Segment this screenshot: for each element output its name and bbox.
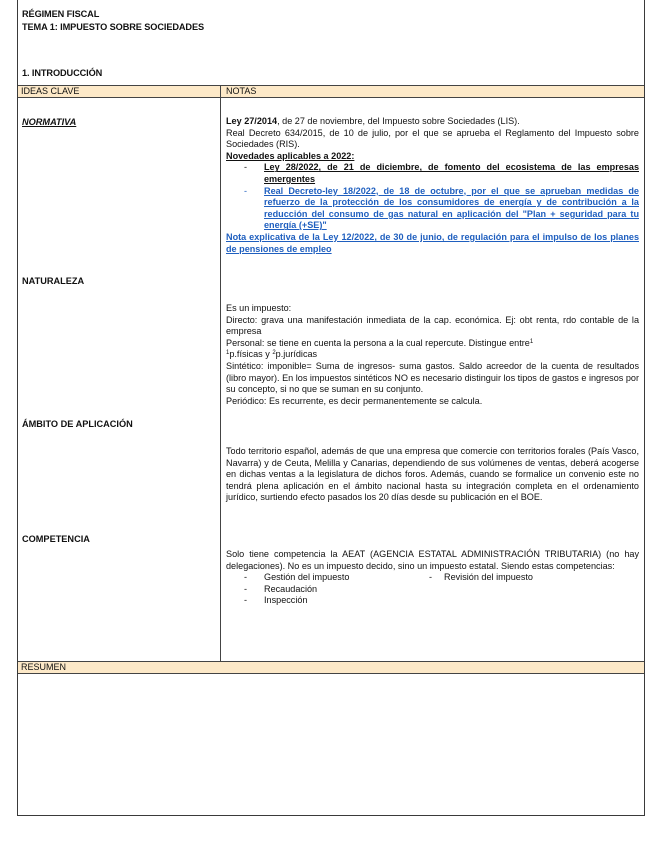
real-decreto-634: Real Decreto 634/2015, de 10 de julio, por el que se aprueba el Reglamento del Impuesto sobre Sociedades (RIS). [226,127,639,150]
notes-competencia [226,549,639,607]
ley-28-2022: Ley 28/2022, de 21 de diciembre, de fomento del ecosistema de las empresas emergentes [264,162,639,184]
notes-naturaleza [226,303,639,407]
ley-27-2014-rest: , de 27 de noviembre, del Impuesto sobre Sociedades (LIS). [277,116,520,126]
notes-normativa: Ley 27/2014, de 27 de noviembre, del Impuesto sobre Sociedades (LIS). Real Decreto 634/2015, de 10 de julio, por el que se aprueba el Reglamento del Impuesto sobre Sociedades (RIS). Novedades aplicables a 2022: - Ley 28/2022, de 21 de diciembre, de fomento del ecosistema de las empresas emergentes - Real Decreto-ley 18/2022, de 18 de octubre, por el que se aprueban medidas de refuerzo de la protección de los consumidores de energía y de contribución a la reducción del consumo de gas natural en aplicación del "Plan + seguridad para tu energía (+SE)" Nota explicativa de la Ley 12/2022, de 30 de junio, de regulación para el impulso de los planes de pensiones de empleo [226,116,639,254]
rdl-18-2022-link[interactable]: Real Decreto-ley 18/2022, de 18 de octubre, por el que se aprueban medidas de refuerzo de la protección de los consumidores de energía y de contribución a la reducción del consumo de gas natural en aplicación del "Plan + seguridad para tu energía (+SE)" [264,185,639,231]
competencia-list-row-2: - Recaudación [244,583,318,594]
naturaleza-line-3: Personal: se tiene en cuenta la persona a la cual repercute. Distingue entre$^1$ $^1$p.físicas y $^2$p.jurídicas [226,337,534,360]
ley-27-2014: Ley 27/2014 [226,116,278,126]
section-title: 1. INTRODUCCIÓN [22,68,103,78]
resumen-label: RESUMEN [21,662,67,672]
label-normativa: NORMATIVA [22,117,77,127]
competencia-recaudacion: Recaudación [264,583,318,594]
competencia-text: Solo tiene competencia la AEAT (AGENCIA ESTATAL ADMINISTRACIÓN TRIBUTARIA) (no hay delegaciones). No es un impuesto decido, sino un impuesto estatal. Siendo estas competencias: [226,549,639,571]
doc-title: RÉGIMEN FISCAL [22,9,100,19]
nota-explicativa-link[interactable]: Nota explicativa de la Ley 12/2022, de 30 de junio, de regulación para el impulso de los planes de pensiones de empleo [226,231,639,254]
notes-ambito: Todo territorio español, además de que una empresa que comercie con territorios forales (País Vasco, Navarra) y de Ceuta, Melilla y Canarias, dependiendo de sus volúmenes de ventas, deberá acogerse en dichas ventas a la legislatura de dichos foros. Además, cuando se formalice un convenio este no tendrá plena aplicación en el ámbito nacional hasta su integración completa en el ordenamiento jurídico, surtiendo efecto pasados los 20 días desde su publicación en el BOE. [226,446,639,503]
label-competencia: COMPETENCIA [22,534,90,544]
naturaleza-line-1: Es un impuesto: [226,303,292,313]
competencia-list-row-3: - Inspección [244,595,308,606]
column-divider [220,86,221,661]
naturaleza-line-5: Periódico: Es recurrente, es decir permanentemente se calcula. [226,395,483,406]
competencia-inspeccion: Inspección [264,595,308,606]
novedades-heading: Novedades aplicables a 2022: [226,150,355,161]
naturaleza-line-2: Directo: grava una manifestación inmediata de la cap. económica. Ej: obt renta, rdo contable de la empresa [226,314,639,337]
doc-subtitle: TEMA 1: IMPUESTO SOBRE SOCIEDADES [22,22,205,32]
competencia-revision: Revisión del impuesto [444,572,533,583]
label-ambito: ÁMBITO DE APLICACIÓN [22,419,133,429]
document-sheet [17,0,645,816]
column-ideas-clave: IDEAS CLAVE [21,86,80,96]
competencia-gestion: Gestión del impuesto [264,572,350,583]
label-naturaleza: NATURALEZA [22,276,85,286]
resumen-bar [18,661,644,674]
column-notas: NOTAS [226,86,257,96]
column-header-bar [18,85,644,98]
naturaleza-line-4: Sintético: imponible= Suma de ingresos- suma gastos. Saldo acreedor de la cuenta de resultados (libro mayor). En los impuestos sintéticos NO es necesario distinguir los tipos de gastos e ingresos por su concepto, si no que se suman en su conjunto. [226,360,639,395]
competencia-list-row-1: - Gestión del impuesto - Revisión del impuesto [244,572,533,583]
